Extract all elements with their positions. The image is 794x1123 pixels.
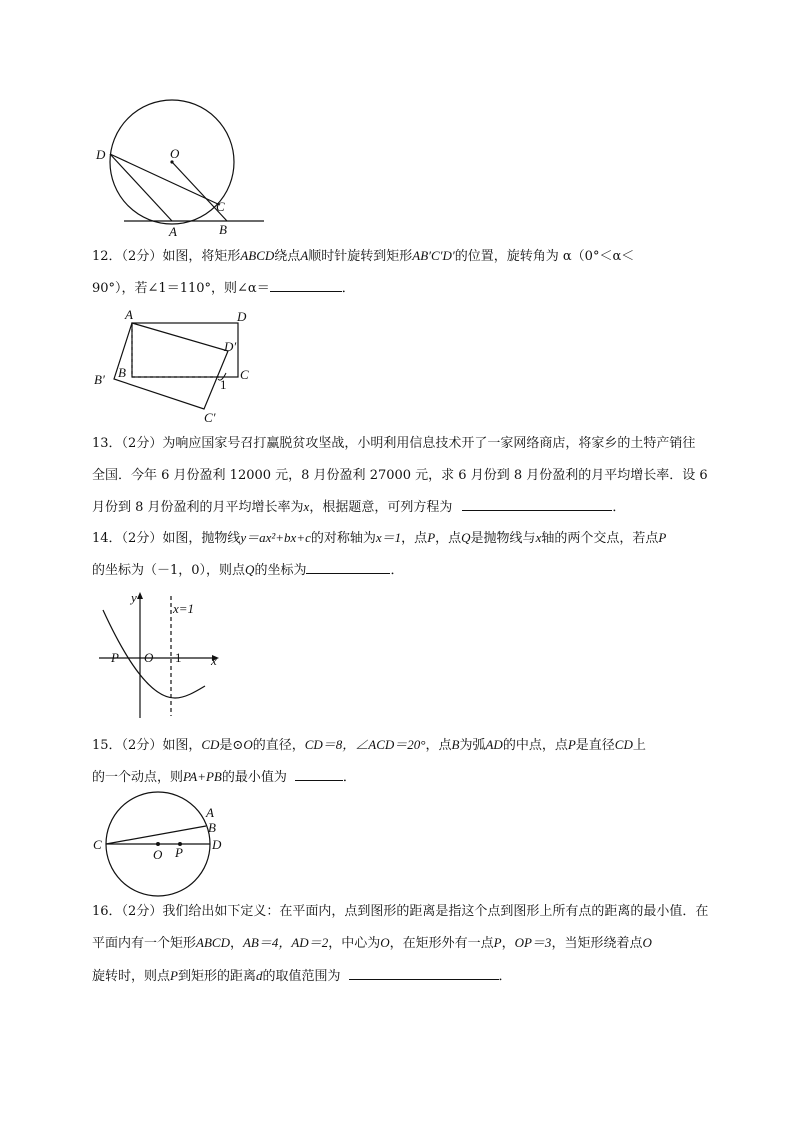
label-b: B (208, 820, 216, 835)
label-d: D (237, 309, 247, 324)
q13-line1: 13．（2分）为响应国家号召打赢脱贫攻坚战，小明利用信息技术开了一家网络商店，将家乡的土特产销往 (92, 436, 696, 451)
label-d-prime: D′ (224, 339, 237, 354)
label-c: C (240, 367, 249, 382)
q15-line1: 15．（2分）如图，CD是⊙O的直径，CD＝8，∠ACD＝20°，点B为弧AD的中点，点P是直径CD上 (92, 737, 646, 753)
q14-line2: 的坐标为（－1，0），则点Q的坐标为 ． (92, 562, 404, 578)
q13-answer-blank[interactable] (462, 497, 612, 511)
label-c: C (216, 199, 225, 214)
q12-answer-blank[interactable] (270, 278, 342, 292)
label-angle-1: 1 (220, 377, 227, 392)
q13-line3: 月份到 8 月份盈利的月平均增长率为x，根据题意，可列方程为 ． (92, 499, 626, 515)
label-d: D (212, 837, 222, 852)
label-y: y (131, 590, 137, 605)
figure-q14 (95, 588, 225, 723)
rect-abcd-rotated (114, 323, 228, 409)
figure-q12 (90, 305, 270, 425)
q13-line2: 全国．今年 6 月份盈利 12000 元，8 月份盈利 27000 元，求 6 月份到 8 月份盈利的月平均增长率．设 6 (92, 468, 708, 483)
q14-answer-blank[interactable] (306, 560, 390, 574)
q16-line1: 16．（2分）我们给出如下定义：在平面内，点到图形的距离是指这个点到图形上所有点的距离的最小值．在 (92, 904, 709, 919)
label-x: x (211, 653, 217, 668)
label-p: P (111, 650, 119, 665)
rect-abcd (132, 323, 238, 377)
segment-da (110, 154, 172, 221)
figure-q15 (90, 790, 235, 900)
label-x-eq-1: x=1 (173, 601, 195, 616)
label-1: 1 (175, 650, 182, 665)
label-c-prime: C′ (204, 410, 216, 425)
q12-score: （2分） (121, 249, 163, 264)
q16-line2: 平面内有一个矩形ABCD，AB＝4，AD＝2，中心为O，在矩形外有一点P，OP＝3，当矩形绕着点O (92, 935, 652, 951)
q16-answer-blank[interactable] (349, 966, 499, 980)
label-b: B (118, 365, 126, 380)
q14-line1: 14．（2分）如图，抛物线y＝ax²+bx+c的对称轴为x＝1，点P，点Q是抛物线与x轴的两个交点，若点P (92, 530, 667, 546)
point-o (156, 842, 160, 846)
y-axis-arrow (137, 592, 143, 599)
q12-number: 12． (92, 249, 122, 264)
q15-line2: 的一个动点，则PA+PB的最小值为 ． (92, 769, 356, 785)
label-c: C (93, 837, 102, 852)
q12-line2: 90°），若∠1＝110°，则∠α＝ ． (92, 278, 355, 298)
label-o: O (170, 146, 180, 161)
segment-dc (110, 154, 220, 205)
chord-ca (106, 826, 206, 844)
label-d: D (96, 147, 106, 162)
label-a: A (169, 224, 177, 239)
label-a: A (125, 307, 133, 322)
label-b: B (219, 222, 227, 237)
label-a: A (206, 805, 214, 820)
figure-q11 (92, 92, 272, 242)
q16-line3: 旋转时，则点P到矩形的距离d的取值范围为 ． (92, 968, 512, 984)
label-o: O (153, 847, 163, 862)
q12-line1: 12．（2分）如图，将矩形ABCD绕点A顺时针旋转到矩形AB′C′D′的位置，旋转角为 α（0°＜α＜ (92, 248, 635, 264)
q15-answer-blank[interactable] (295, 767, 343, 781)
label-b-prime: B′ (94, 372, 105, 387)
label-o: O (144, 650, 154, 665)
label-p: P (175, 845, 183, 860)
